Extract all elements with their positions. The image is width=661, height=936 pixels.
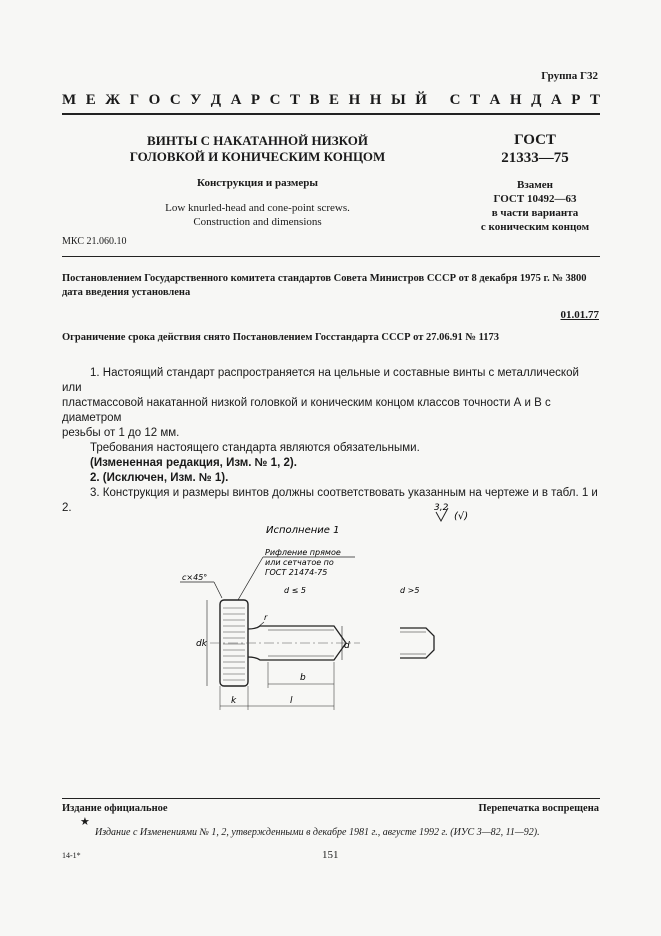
page-number: 151 <box>322 849 339 861</box>
d-large-label: d >5 <box>400 586 420 595</box>
banner-letter: Т <box>589 92 600 108</box>
limit-note: Ограничение срока действия снято Постановлением Госстандарта СССР от 27.06.91 № 1173 <box>62 332 500 343</box>
banner-letter: Ж <box>105 92 121 108</box>
paragraph-2: Требования настоящего стандарта являются обязательными. <box>90 442 420 454</box>
paragraph-1-cont: пластмассовой накатанной низкой головкой и коническим концом классов точности А и В с диаметром резьбы от 1 до 12 мм. <box>62 397 551 439</box>
banner-letter: Н <box>509 92 522 108</box>
replace-line-1: Взамен <box>517 179 553 191</box>
gost-label: ГОСТ <box>514 132 556 148</box>
knurl-note-1: Рифление прямое <box>265 548 341 557</box>
banner-letter: В <box>309 92 320 108</box>
banner-letter: Н <box>369 92 382 108</box>
paragraph-1: 1. Настоящий стандарт распространяется на цельные и составные винты с металлической или <box>62 367 579 394</box>
banner-letter: С <box>269 92 281 108</box>
paragraph-5: 3. Конструкция и размеры винтов должны соответствовать указанным на чертеже и в табл. 1 и 2. <box>62 487 598 514</box>
banner-letter: А <box>550 92 562 108</box>
roughness-paren: (√) <box>454 511 469 522</box>
screw-drawing <box>160 500 470 720</box>
decree-line-2: дата введения установлена <box>62 287 191 298</box>
english-title-line-1: Low knurled-head and cone-point screws. <box>165 202 350 214</box>
mks-code: МКС 21.060.10 <box>62 236 127 247</box>
effective-date: 01.01.77 <box>560 309 599 321</box>
knurl-note-2: или сетчатое по <box>265 558 334 567</box>
title-line-2: ГОЛОВКОЙ И КОНИЧЕСКИМ КОНЦОМ <box>129 149 386 164</box>
gost-number-block <box>470 131 600 167</box>
banner-letter: Й <box>415 92 427 108</box>
banner-letter: Е <box>85 92 96 108</box>
knurl-leader <box>238 557 263 600</box>
banner-letter: С <box>169 92 181 108</box>
banner-letter: Т <box>289 92 300 108</box>
group-code: Группа Г32 <box>541 70 598 82</box>
replace-line-4: с коническим концом <box>480 221 590 233</box>
banner-letter: Н <box>348 92 361 108</box>
paragraph-4: 2. (Исключен, Изм. № 1). <box>90 472 229 484</box>
banner-letter: Г <box>129 92 140 108</box>
roughness-value: 3,2 <box>434 503 449 513</box>
banner-letter: М <box>62 92 77 108</box>
title-line-1: ВИНТЫ С НАКАТАННОЙ НИЗКОЙ <box>147 133 368 148</box>
document-subtitle: Конструкция и размеры <box>197 177 318 189</box>
knurl-pattern <box>223 608 245 680</box>
section-rule <box>62 256 600 257</box>
banner-letter: Т <box>470 92 481 108</box>
paragraph-3: (Измененная редакция, Изм. № 1, 2). <box>90 457 297 469</box>
banner-letter: С <box>449 92 461 108</box>
radius-label: r <box>264 613 268 622</box>
gost-number: 21333—75 <box>501 150 569 166</box>
banner-letter: О <box>148 92 161 108</box>
english-title <box>115 201 400 229</box>
body-text <box>62 366 600 516</box>
dim-d: d <box>344 641 350 651</box>
banner-letter: У <box>190 92 202 108</box>
english-title-line-2: Construction and dimensions <box>193 216 322 228</box>
header-rule <box>62 113 600 115</box>
dim-dk: dk <box>196 639 207 649</box>
dim-l: l <box>290 696 293 706</box>
replace-line-2: ГОСТ 10492—63 <box>493 193 577 205</box>
d-small-label: d ≤ 5 <box>284 586 306 595</box>
screw-end-detail <box>400 628 434 658</box>
print-code: 14-1* <box>62 851 81 860</box>
footer-rule <box>62 798 600 799</box>
replacement-note <box>470 178 600 234</box>
banner-letter: А <box>489 92 501 108</box>
decree-line-1: Постановлением Государственного комитета стандартов Совета Министров СССР от 8 декабря 1975 г. № 3800 <box>62 273 587 284</box>
document-title <box>115 133 400 165</box>
edition-note: Издание с Изменениями № 1, 2, утвержденными в декабре 1981 г., августе 1992 г. (ИУС 3—82, 11—92). <box>95 827 540 838</box>
dim-b: b <box>300 673 306 683</box>
banner-letter <box>436 92 440 109</box>
dim-k: k <box>231 696 237 706</box>
replace-line-3: в части варианта <box>491 207 579 219</box>
standard-banner <box>62 92 600 109</box>
knurl-note-3: ГОСТ 21474-75 <box>265 568 328 577</box>
official-edition: Издание официальное <box>62 803 168 814</box>
banner-letter: Р <box>250 92 261 108</box>
banner-letter: Е <box>329 92 340 108</box>
banner-letter: Р <box>571 92 581 108</box>
star-icon: ★ <box>80 816 90 828</box>
banner-letter: Ы <box>390 92 406 108</box>
reprint-note: Перепечатка воспрещена <box>478 803 599 814</box>
banner-letter: Д <box>210 92 222 108</box>
banner-letter: А <box>230 92 242 108</box>
variant-label: Исполнение 1 <box>266 525 340 536</box>
decree-text <box>62 272 600 300</box>
chamfer-label: c×45° <box>182 573 208 582</box>
banner-letter: Д <box>531 92 542 108</box>
